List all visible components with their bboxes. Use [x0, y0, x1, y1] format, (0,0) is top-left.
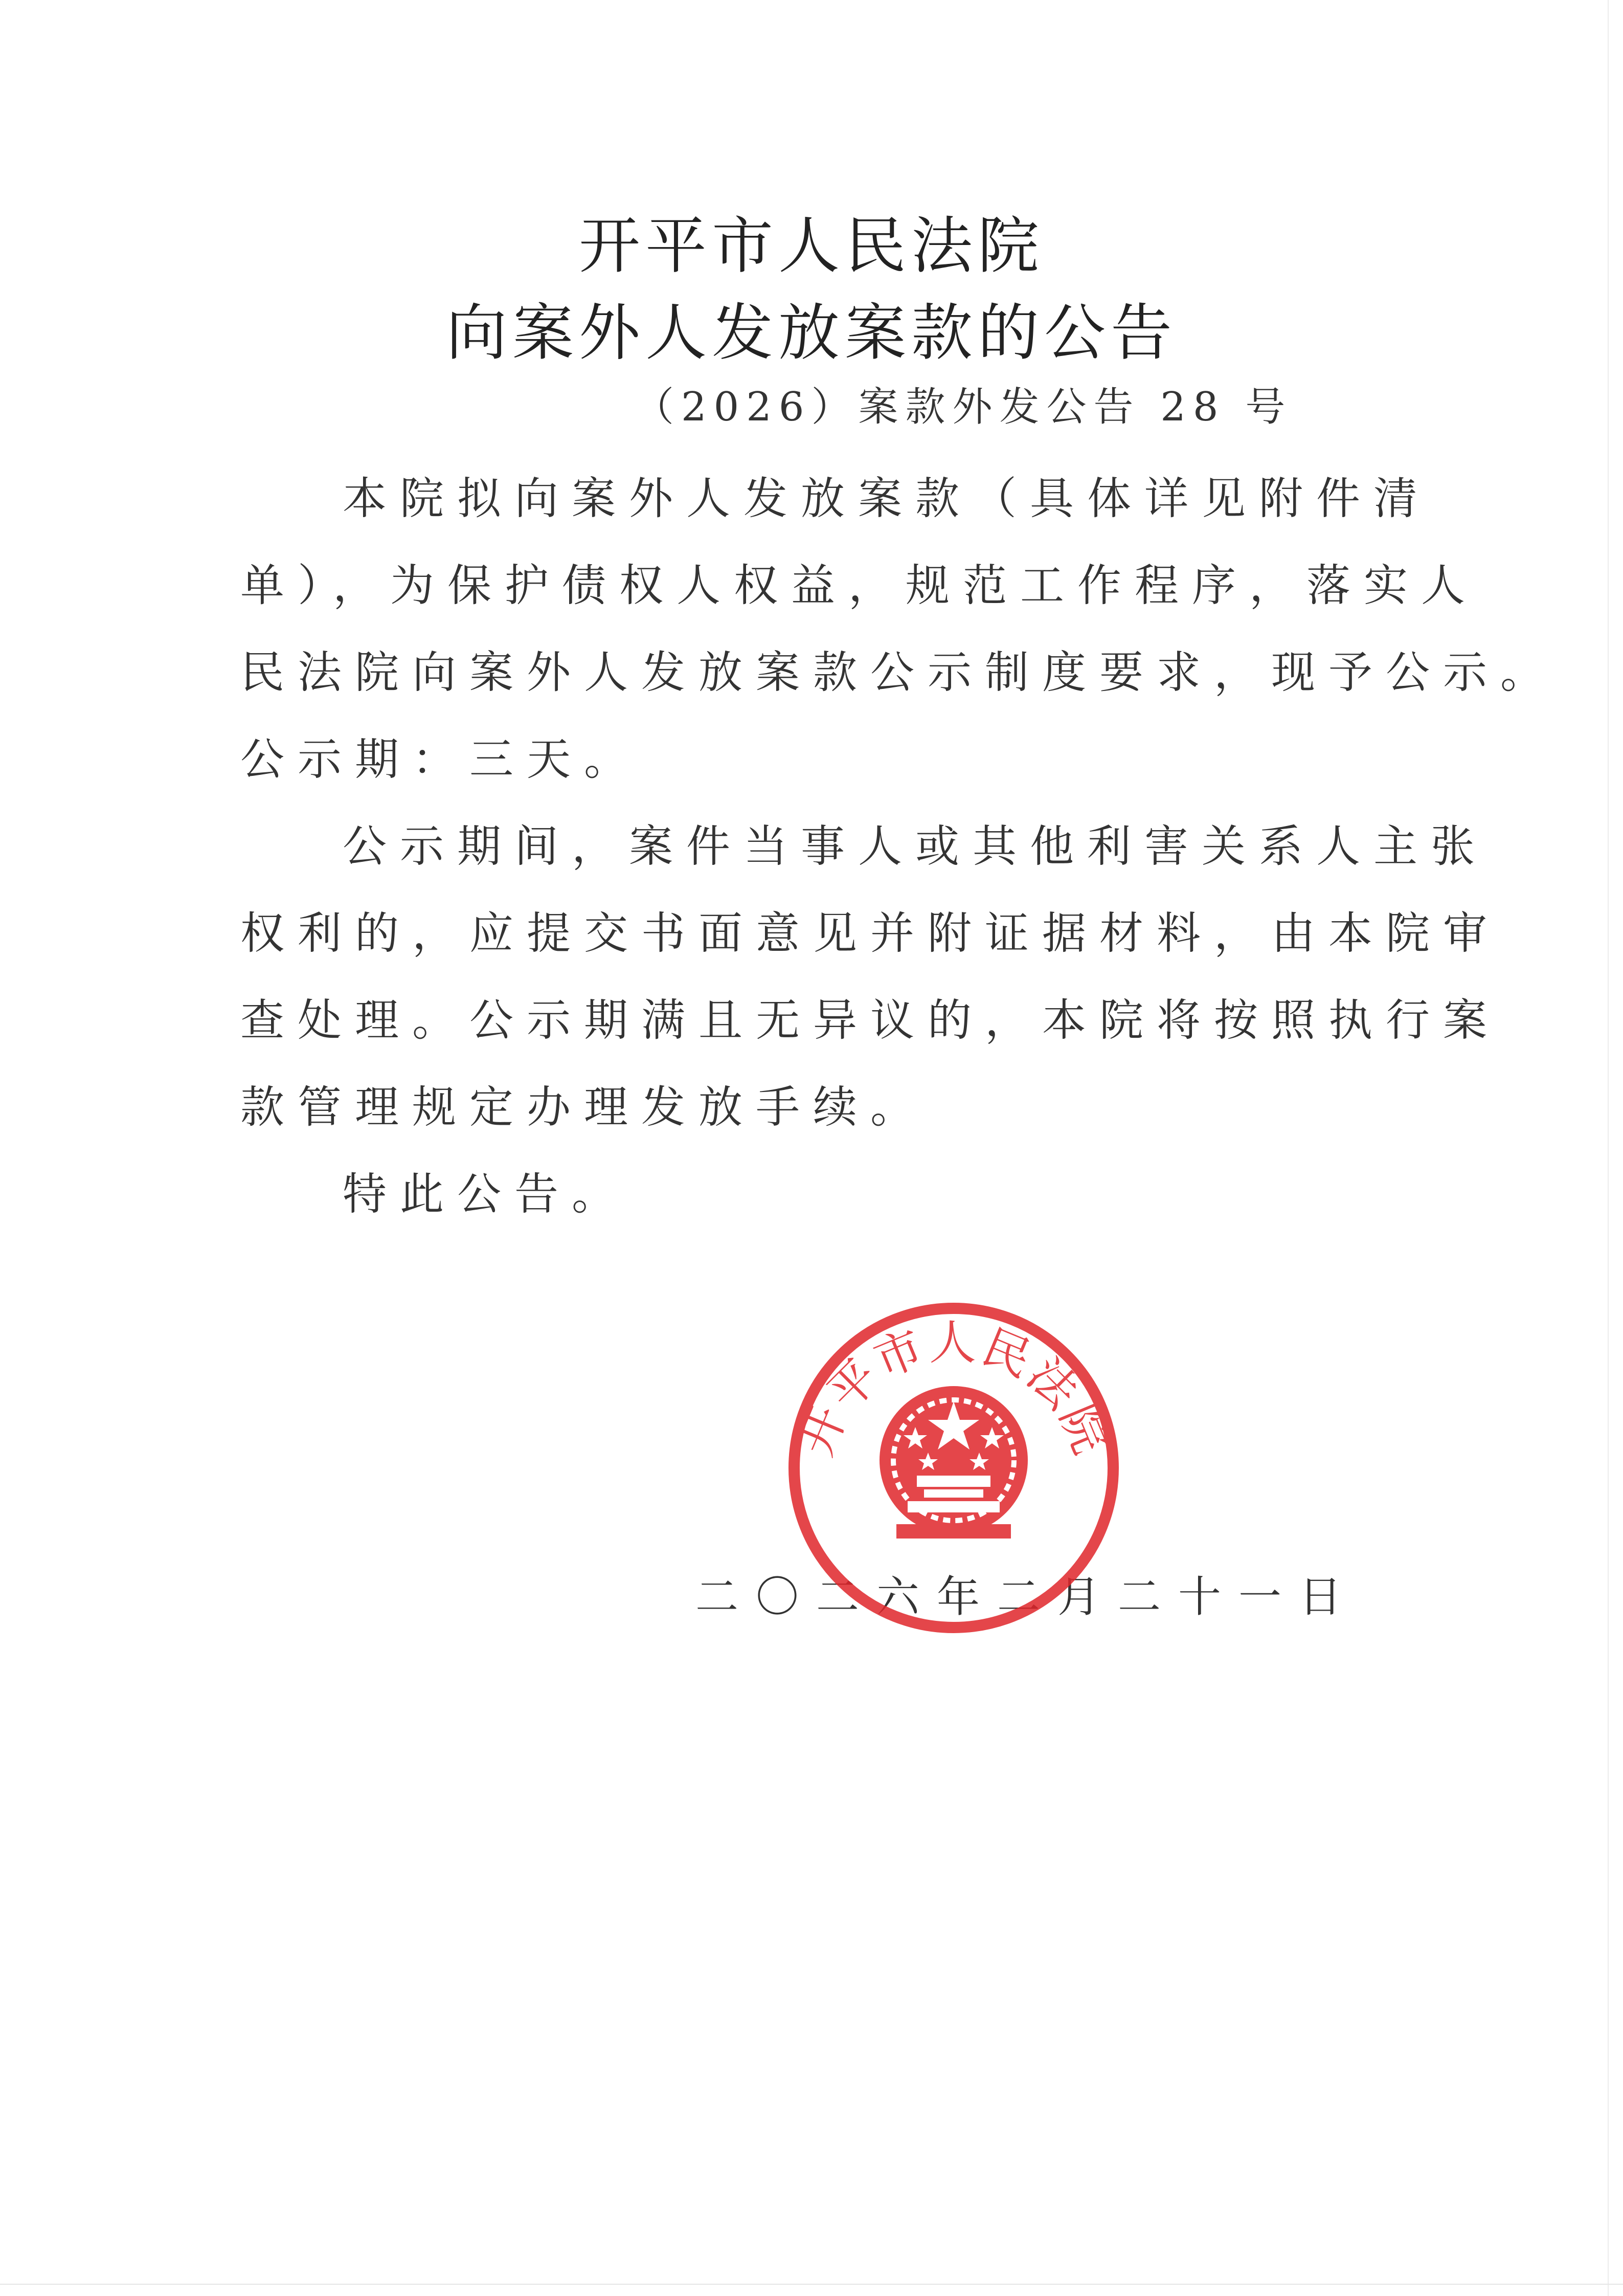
body-line-3: 民法院向案外人发放案款公示制度要求，现予公示。 [240, 647, 1558, 698]
scan-edge-bottom [0, 2284, 1623, 2285]
body-line-1: 本院拟向案外人发放案款（具体详见附件清 [343, 473, 1431, 524]
court-name-title: 开平市人民法院 [579, 211, 1044, 282]
national-emblem-icon [880, 1386, 1028, 1539]
document-number: （2026）案款外发公告 28 号 [634, 384, 1293, 430]
body-line-2: 单），为保护债权人权益，规范工作程序，落实人 [240, 560, 1478, 611]
notice-title: 向案外人发放案款的公告 [446, 298, 1177, 369]
body-line-8: 款管理规定办理发放手续。 [240, 1082, 928, 1133]
closing-line: 特此公告。 [343, 1169, 629, 1220]
seal-text: 开平市人民法院 [788, 1316, 1119, 1463]
notice-date: 二〇二六年二月二十一日 [695, 1572, 1360, 1622]
body-line-5: 公示期间，案件当事人或其他利害关系人主张 [343, 821, 1488, 872]
body-line-4: 公示期：三天。 [240, 734, 641, 785]
body-line-6: 权利的，应提交书面意见并附证据材料，由本院审 [240, 908, 1500, 959]
body-line-7: 查处理。公示期满且无异议的，本院将按照执行案 [240, 995, 1500, 1046]
court-seal-icon [785, 1299, 1122, 1637]
